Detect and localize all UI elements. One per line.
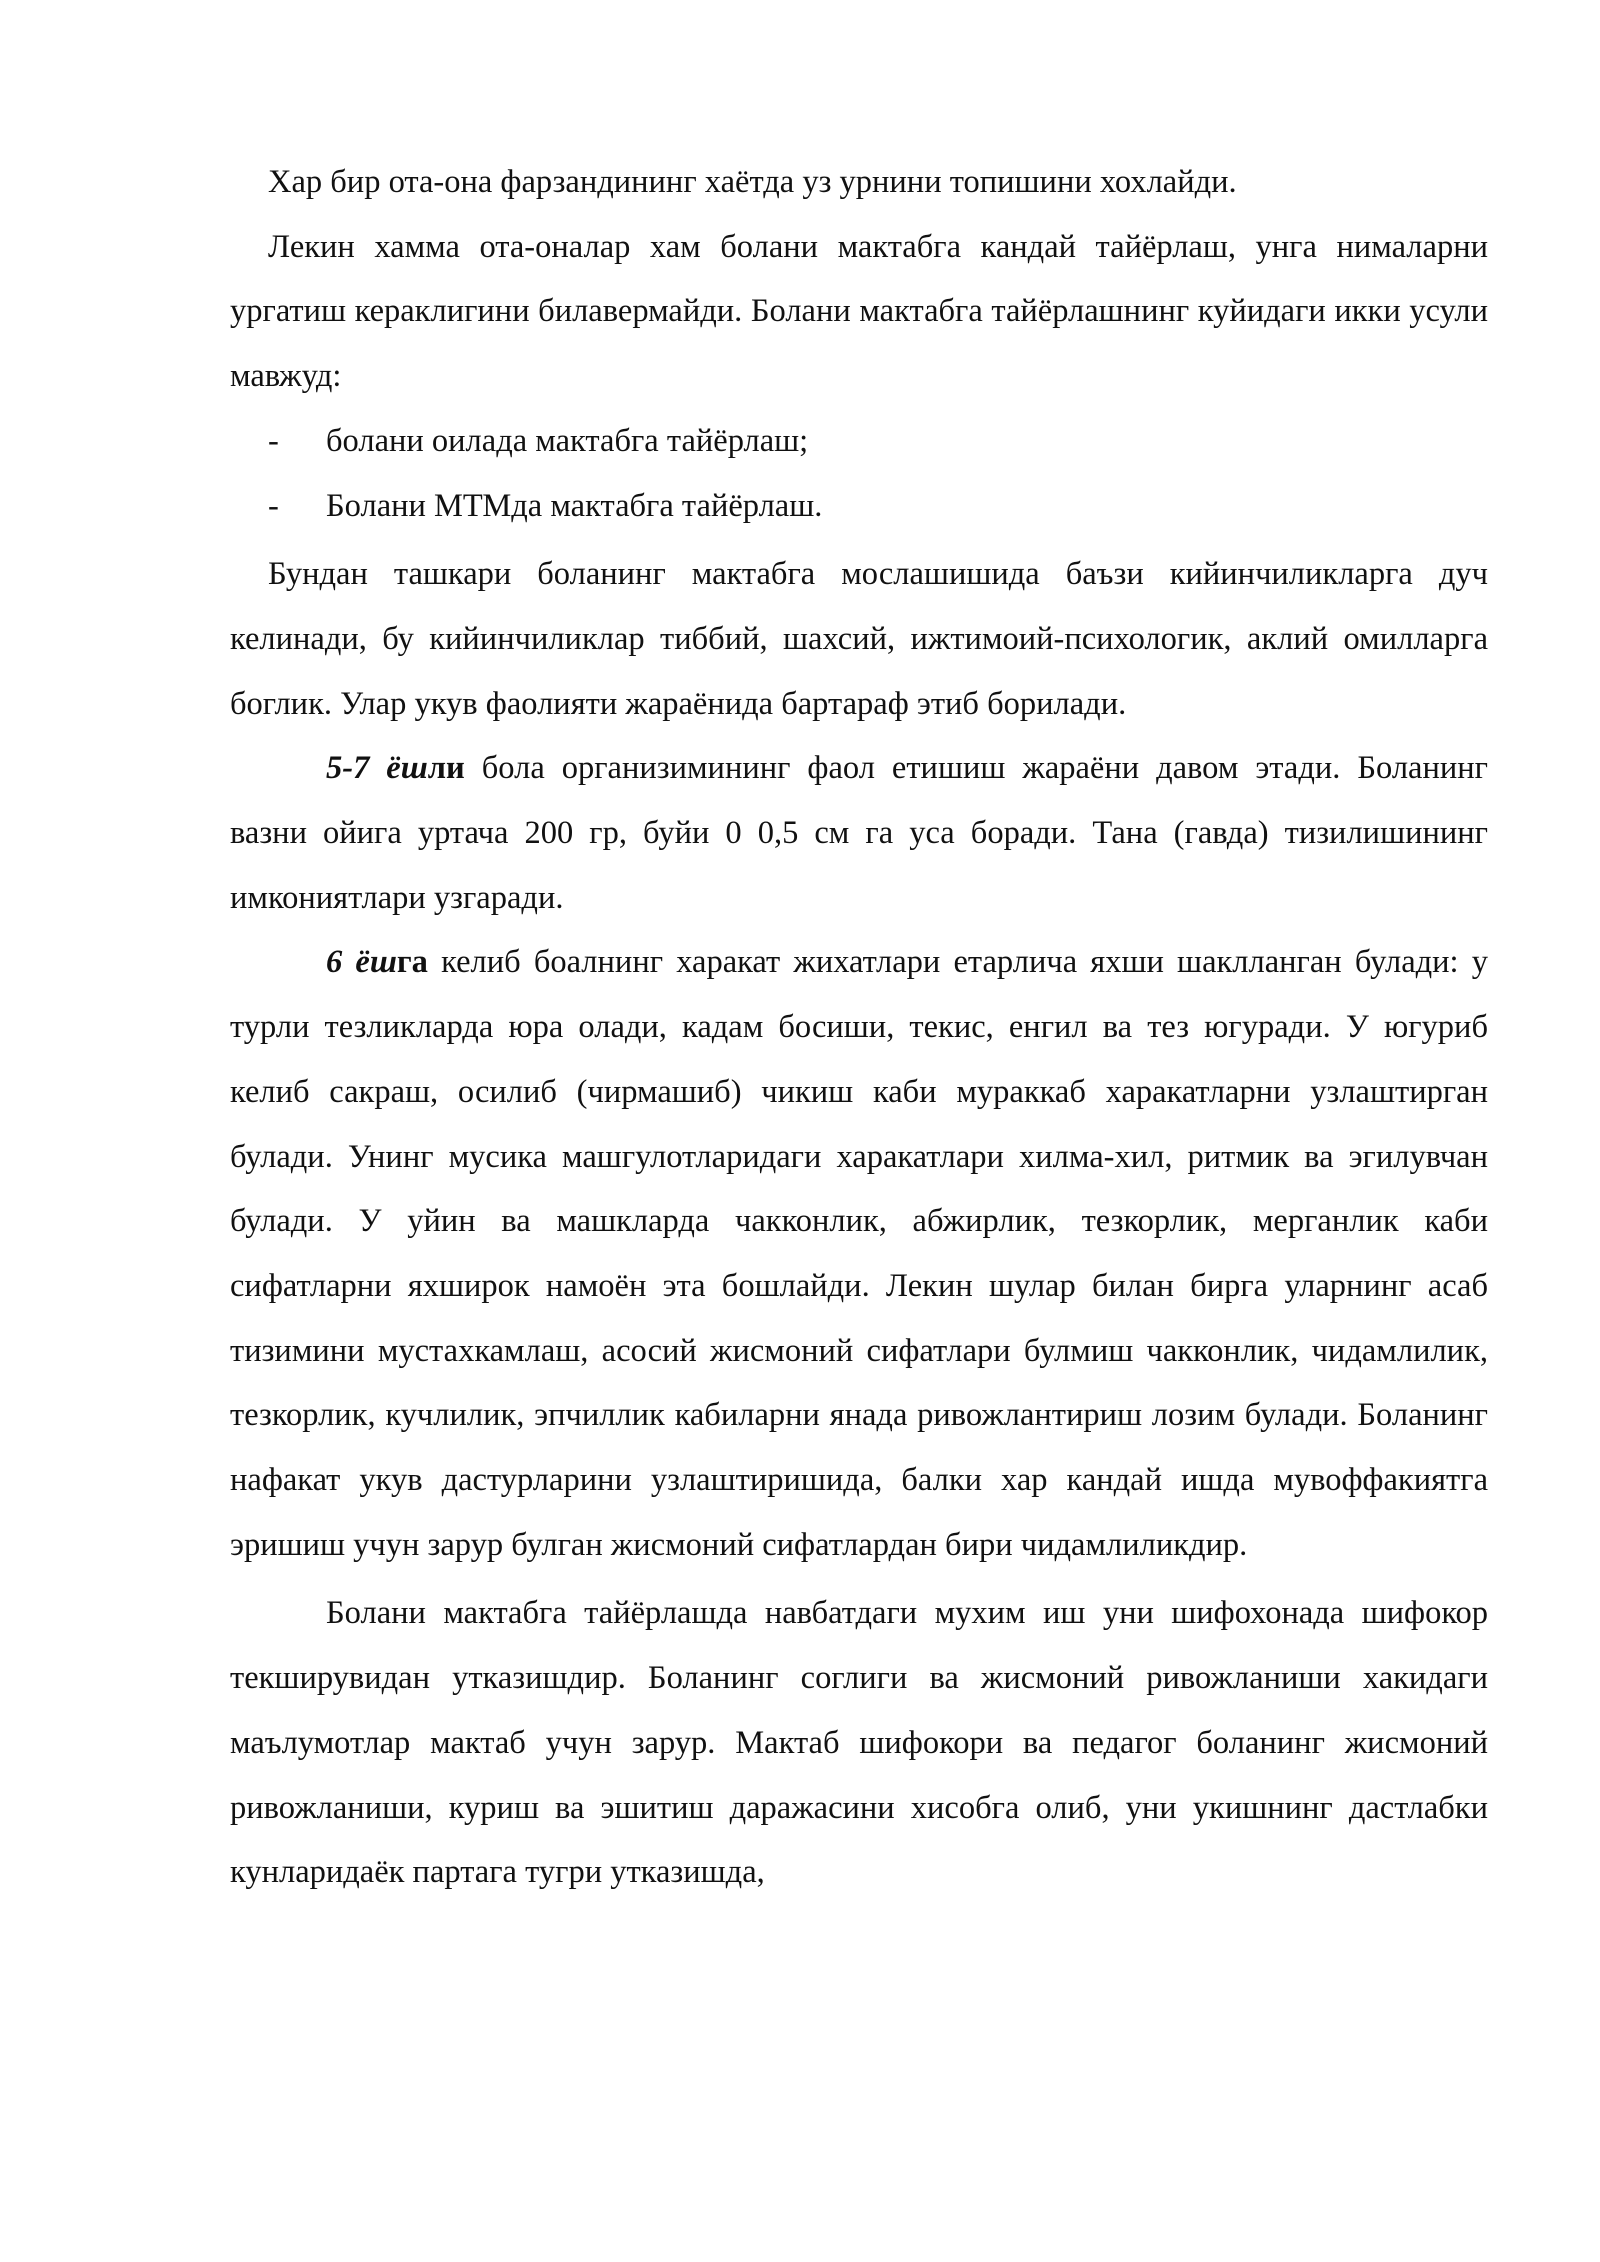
age-lead-bold: га (396, 944, 428, 981)
list-item-text: болани оилада мактабга тайёрлаш; (326, 422, 809, 459)
age-lead-italic: 6 ёш (326, 944, 397, 981)
paragraph-age-5-7 (230, 736, 1488, 930)
age-lead-italic: 5-7 ёш (326, 750, 428, 787)
list-item-text: Болани МТМда мактабга тайёрлаш. (326, 487, 823, 524)
document-page (230, 150, 1488, 1905)
list-dash: - (268, 422, 279, 459)
list-item (230, 474, 1488, 539)
paragraph-parents-wish: Хар бир ота-она фарзандининг хаётда уз урнини топишини хохлайди. (268, 164, 1237, 200)
paragraph-adaptation-difficulties: Бундан ташкари боланинг мактабга мослашишида баъзи кийинчиликларга дуч келинади, бу кийинчиликлар тиббий, шахсий, ижтимоий-психологик, аклий омилларга боглик. Улар укув фаолияти жараёнида бартараф этиб борилади. (230, 556, 1488, 722)
paragraph-text: бола организимининг фаол етишиш жараёни давом этади. Боланинг вазни ойига уртача 200 гр, буйи 0 0,5 см га уса боради. Тана (гавда) тизилишининг имкониятлари узгаради. (230, 750, 1488, 916)
paragraph-age-6 (230, 930, 1488, 1577)
list-dash: - (268, 487, 279, 524)
paragraph-preparation-methods: Лекин хамма ота-оналар хам болани мактабга кандай тайёрлаш, унга нималарни ургатиш кераклигини билавермайди. Болани мактабга тайёрлашнинг куйидаги икки усули мавжуд: (230, 228, 1488, 395)
list-item (230, 409, 1488, 474)
paragraph-medical-check: Болани мактабга тайёрлашда навбатдаги мухим иш уни шифохонада шифокор текширувидан утказишдир. Боланинг соглиги ва жисмоний ривожланиши хакидаги маълумотлар мактаб учун зарур. Мактаб шифокори ва педагог боланинг жисмоний ривожланиши, куриш ва эшитиш даражасини хисобга олиб, уни укишнинг дастлабки кунларидаёк партага тугри утказишда, (230, 1595, 1488, 1891)
age-lead-bold: ли (427, 750, 465, 787)
paragraph-text: келиб боалнинг харакат жихатлари етарлича яхши шаклланган булади: у турли тезликларда юра олади, кадам босиши, текис, енгил ва тез югуради. У югуриб келиб сакраш, осилиб (чирмашиб) чикиш каби мураккаб харакатларни узлаштирган булади. Унинг мусика машгулотларидаги харакатлари хилма-хил, ритмик ва эгилувчан булади. У уйин ва машкларда чакконлик, абжирлик, тезкорлик, мерганлик каби сифатларни яхширок намоён эта бошлайди. Лекин шулар билан бирга уларнинг асаб тизимини мустахкамлаш, асосий жисмоний сифатлари булмиш чакконлик, чидамлилик, тезкорлик, кучлилик, эпчиллик кабиларни янада ривожлантириш лозим булади. Боланинг нафакат укув дастурларини узлаштиришида, балки хар кандай ишда мувоффакиятга эришиш учун зарур булган жисмоний сифатлардан бири чидамлиликдир. (230, 944, 1488, 1563)
